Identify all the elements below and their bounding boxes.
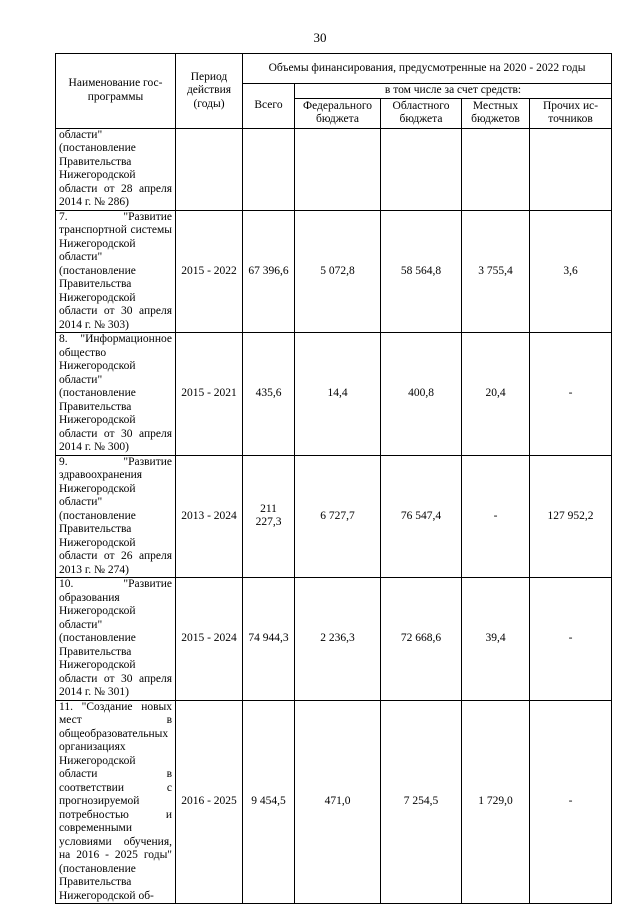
program-federal: 471,0 [295, 700, 381, 904]
header-local: Местных бюджетов [462, 98, 530, 128]
program-local: 39,4 [462, 578, 530, 701]
program-regional: 72 668,6 [381, 578, 462, 701]
program-federal: 6 727,7 [295, 455, 381, 578]
table-row [56, 700, 612, 904]
header-including: в том числе за счет средств: [295, 84, 612, 99]
program-name: 7. "Развитие транспортной системы Нижегородской области" (постановление Правительства Нижегородской области от 30 апреля 2014 г. № 303) [56, 210, 176, 333]
program-local: - [462, 455, 530, 578]
program-local: 20,4 [462, 333, 530, 456]
program-total: 9 454,5 [243, 700, 295, 904]
program-other: 3,6 [530, 210, 612, 333]
program-other [530, 128, 612, 210]
program-regional [381, 128, 462, 210]
program-other: 127 952,2 [530, 455, 612, 578]
program-other: - [530, 333, 612, 456]
header-period: Период действия (годы) [176, 54, 243, 129]
program-period [176, 128, 243, 210]
program-federal: 5 072,8 [295, 210, 381, 333]
program-regional: 58 564,8 [381, 210, 462, 333]
program-period: 2013 - 2024 [176, 455, 243, 578]
program-federal: 14,4 [295, 333, 381, 456]
program-total: 435,6 [243, 333, 295, 456]
program-other: - [530, 700, 612, 904]
program-total: 211 227,3 [243, 455, 295, 578]
program-total: 74 944,3 [243, 578, 295, 701]
table-row [56, 210, 612, 333]
program-name: 11. "Создание новых мест в общеобразовательных организациях Нижегородской области в соответствии с прогнозируемой потребностью и современными условиями обучения, на 2016 - 2025 годы" (постановление Правительства Нижегородской об- [56, 700, 176, 904]
financing-table [55, 53, 612, 904]
program-name: 9. "Развитие здравоохранения Нижегородской области" (постановление Правительства Нижегородской области от 26 апреля 2013 г. № 274) [56, 455, 176, 578]
program-regional: 76 547,4 [381, 455, 462, 578]
table-row [56, 128, 612, 210]
header-other: Прочих ис-точников [530, 98, 612, 128]
table-row [56, 578, 612, 701]
program-regional: 400,8 [381, 333, 462, 456]
program-name: 10. "Развитие образования Нижегородской области" (постановление Правительства Нижегородской области от 30 апреля 2014 г. № 301) [56, 578, 176, 701]
header-total: Всего [243, 84, 295, 129]
program-local [462, 128, 530, 210]
header-regional: Областного бюджета [381, 98, 462, 128]
program-federal: 2 236,3 [295, 578, 381, 701]
program-name: 8. "Информационное общество Нижегородской области" (постановление Правительства Нижегородской области от 30 апреля 2014 г. № 300) [56, 333, 176, 456]
program-local: 3 755,4 [462, 210, 530, 333]
program-local: 1 729,0 [462, 700, 530, 904]
program-total [243, 128, 295, 210]
program-other: - [530, 578, 612, 701]
program-regional: 7 254,5 [381, 700, 462, 904]
program-period: 2015 - 2024 [176, 578, 243, 701]
program-federal [295, 128, 381, 210]
program-name: области" (постановление Правительства Нижегородской области от 28 апреля 2014 г. № 286) [56, 128, 176, 210]
header-name: Наименование гос-программы [56, 54, 176, 129]
program-period: 2015 - 2022 [176, 210, 243, 333]
program-period: 2016 - 2025 [176, 700, 243, 904]
header-federal: Федерального бюджета [295, 98, 381, 128]
program-total: 67 396,6 [243, 210, 295, 333]
header-funding: Объемы финансирования, предусмотренные на 2020 - 2022 годы [243, 54, 612, 84]
program-period: 2015 - 2021 [176, 333, 243, 456]
table-row [56, 333, 612, 456]
table-row [56, 455, 612, 578]
page-number: 30 [313, 30, 327, 45]
